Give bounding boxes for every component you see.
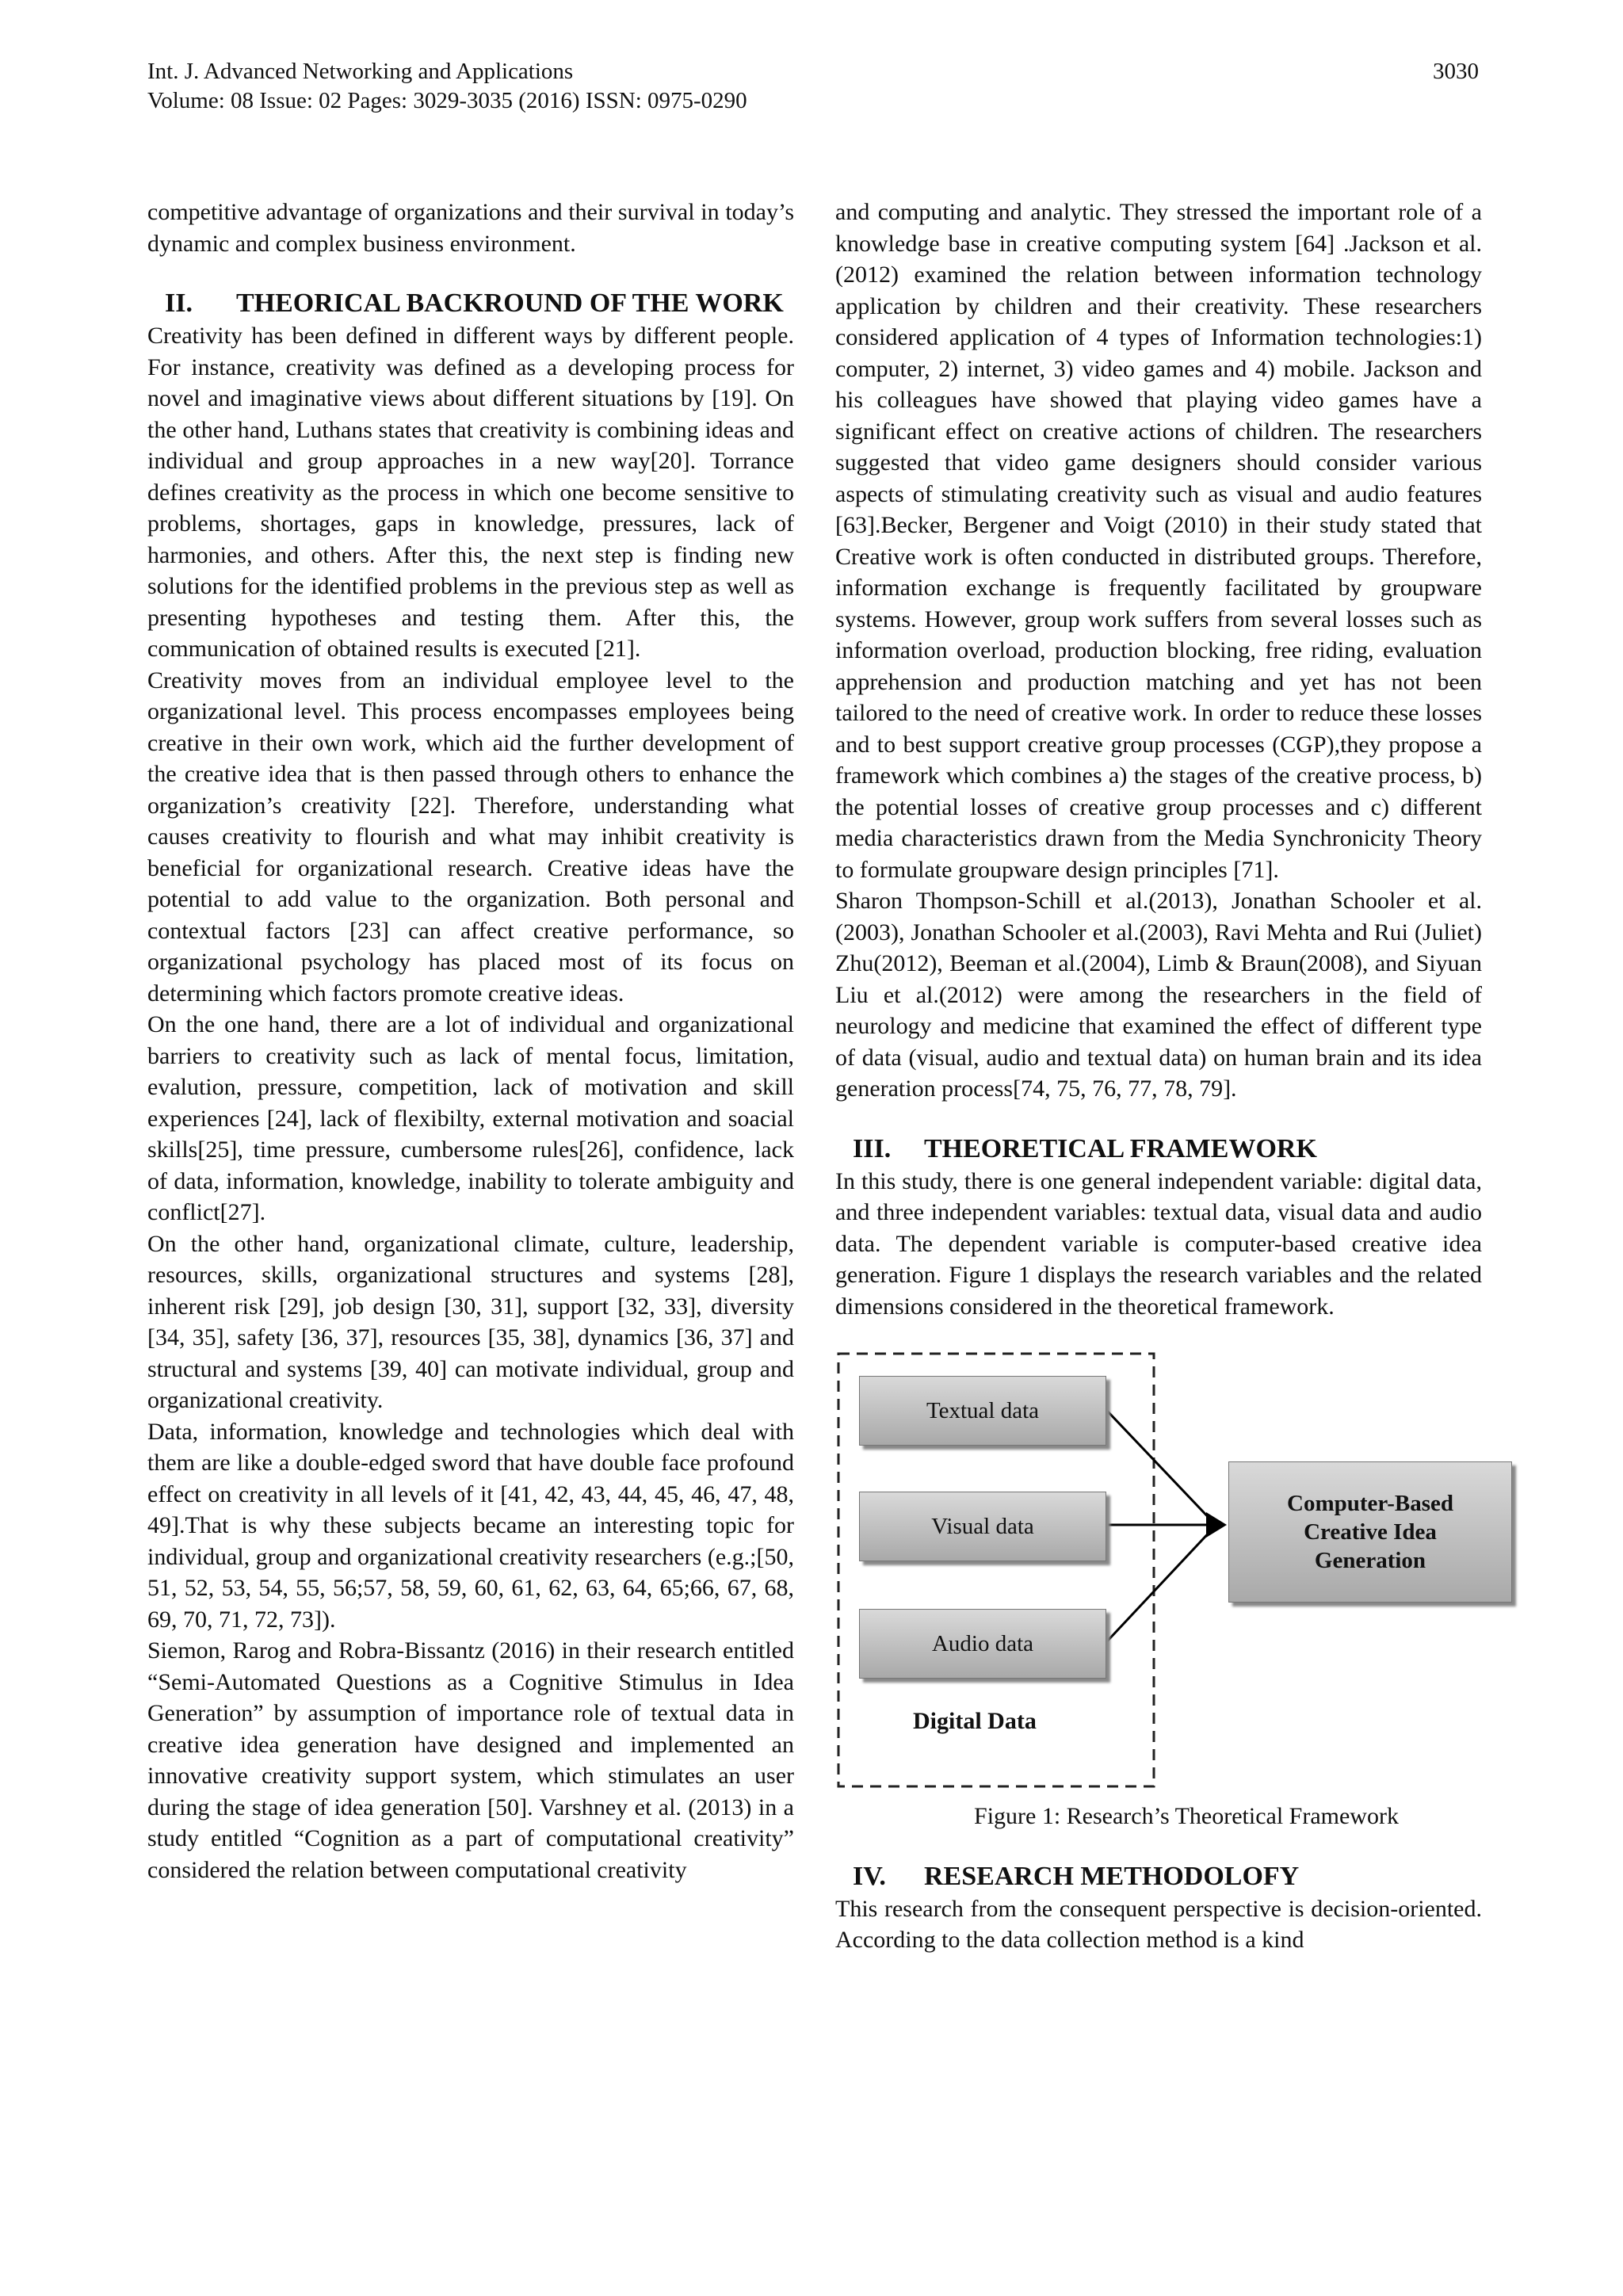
box-label: Visual data [931, 1514, 1034, 1539]
paragraph: Sharon Thompson-Schill et al.(2013), Jonathan Schooler et al.(2003), Jonathan Schooler et al.(2003), Ravi Mehta and Rui (Juliet) Zhu(2012), Beeman et al.(2004), Limb & Braun(2008), and Siyuan Liu et al.(2012) were among the researchers in the field of neurology and medicine that examined the effect of different type of data (visual, audio and textual data) on human brain and its idea generation process[74, 75, 76, 77, 78, 79]. [835, 888, 1482, 1102]
target-label-line: Creative Idea [1304, 1519, 1437, 1545]
figure-theoretical-framework [835, 1352, 1482, 1796]
paragraph: On the one hand, there are a lot of individual and organizational barriers to creativity such as lack of mental focus, limitation, evalution, pressure, competition, lack of motivation and skill experiences [24], lack of flexibilty, external motivation and soacial skills[25], time pressure, cumbersome rules[26], confidence, lack of data, information, knowledge, inability to tolerate ambiguity and conflict[27]. [147, 1011, 794, 1225]
left-column [147, 197, 794, 1885]
arrow-audio [1106, 1527, 1214, 1642]
section-title: RESEARCH METHODOLOFY [924, 1861, 1300, 1891]
section-title: THEORICAL BACKROUND OF THE WORK [236, 288, 784, 318]
page-number: 3030 [1433, 59, 1479, 84]
journal-name: Int. J. Advanced Networking and Applications [147, 59, 574, 84]
paragraph: Creativity moves from an individual employee level to the organizational level. This process encompasses employees being creative in their own work, which aid the further development of the creative idea that is then passed through others to enhance the organization’s creativity [22]. Therefore, understanding what causes creativity to flourish and what may inhibit creativity is beneficial for organizational research. Creative ideas have the potential to add value to the organization. Both personal and contextual factors [23] can affect creative performance, so organizational psychology has placed most of its focus on determining which factors promote creative ideas. [147, 667, 794, 1007]
paragraph: In this study, there is one general independent variable: digital data, and three independent variables: textual data, visual data and audio data. The dependent variable is computer-based creative idea generation. Figure 1 displays the research variables and the related dimensions considered in the theoretical framework. [835, 1167, 1482, 1320]
figure-caption: Figure 1: Research’s Theoretical Framework [974, 1803, 1399, 1829]
section-title: THEORETICAL FRAMEWORK [924, 1133, 1317, 1163]
target-label-line: Generation [1314, 1548, 1426, 1573]
arrow-textual [1106, 1410, 1214, 1523]
audio-data-box [859, 1609, 1106, 1679]
computer-based-idea-generation-box [1228, 1461, 1512, 1603]
paragraph: Siemon, Rarog and Robra-Bissantz (2016) in their research entitled “Semi-Automated Questions as a Cognitive Stimulus in Idea Generation” by assumption of importance role of textual data in creative idea generation have designed and implemented an innovative creativity support system, which stimulates an user during the stage of idea generation [50]. Varshney et al. (2013) in a study entitled “Cognition as a part of computational creativity” considered the relation between computational creativity [147, 1637, 794, 1883]
paragraph: competitive advantage of organizations and their survival in today’s dynamic and complex business environment. [147, 199, 794, 257]
section-number: II. [165, 288, 193, 318]
page-header [147, 57, 1479, 116]
paragraph: and computing and analytic. They stressed the important role of a knowledge base in creative computing system [64] .Jackson et al.(2012) examined the relation between information technology application by children and their creativity. These researchers considered application of 4 types of Information technologies:1) computer, 2) internet, 3) video games and 4) mobile. Jackson and his colleagues have showed that playing video games have a significant effect on creative actions of children. The researchers suggested that video game designers should consider various aspects of stimulating creativity such as visual and audio features [63].Becker, Bergener and Voigt (2010) in their study stated that Creative work is often conducted in distributed groups. Therefore, information exchange is frequently facilitated by groupware systems. However, group work suffers from several losses such as information overload, production blocking, free riding, evaluation apprehension and production matching and yet has not been tailored to the need of creative work. In order to reduce these losses and to best support creative group processes (CGP),they propose a framework which combines a) the stages of the creative process, b) the potential losses of creative group processes and c) different media characteristics drawn from the Media Synchronicity Theory to formulate groupware design principles [71]. [835, 199, 1482, 883]
box-label: Audio data [931, 1631, 1034, 1656]
section-number: III. [853, 1133, 892, 1163]
paragraph: Creativity has been defined in different ways by different people. For instance, creativity was defined as a developing process for novel and imaginative views about different situations by [19]. On the other hand, Luthans states that creativity is combining ideas and individual and group approaches in a new way[20]. Torrance defines creativity as the process in which one become sensitive to problems, shortages, gaps in knowledge, pressures, lack of harmonies, and others. After this, the next step is finding new solutions for the identified problems in the previous step as well as presenting hypotheses and testing them. After this, the communication of obtained results is executed [21]. [147, 323, 794, 662]
visual-data-box [859, 1492, 1106, 1561]
section-heading-iii [835, 1133, 1482, 1164]
arrow-head [1206, 1512, 1227, 1538]
section-heading-ii [147, 288, 794, 319]
paragraph: Data, information, knowledge and technologies which deal with them are like a double-edged sword that have double face profound effect on creativity in all levels of it [41, 42, 43, 44, 45, 46, 47, 48, 49].That is why these subjects became an interesting topic for individual, group and organizational creativity researchers (e.g.;[50, 51, 52, 53, 54, 55, 56;57, 58, 59, 60, 61, 62, 63, 64, 65;66, 67, 68, 69, 70, 71, 72, 73]). [147, 1418, 794, 1633]
paragraph: This research from the consequent perspective is decision-oriented. According to the data collection method is a kind [835, 1895, 1482, 1953]
paragraph: On the other hand, organizational climate, culture, leadership, resources, skills, organizational structures and systems [28], inherent risk [29], job design [30, 31], support [32, 33], diversity [34, 35], safety [36, 37], resources [35, 38], dynamics [36, 37] and structural and systems [39, 40] can motivate individual, group and organizational creativity. [147, 1230, 794, 1413]
target-label-line: Computer-Based [1287, 1491, 1453, 1516]
box-label: Textual data [926, 1398, 1040, 1423]
digital-data-label: Digital Data [913, 1708, 1037, 1734]
journal-volume-info: Volume: 08 Issue: 02 Pages: 3029-3035 (2016) ISSN: 0975-0290 [147, 88, 747, 113]
section-number: IV. [853, 1861, 886, 1891]
right-column [835, 197, 1482, 1956]
section-heading-iv [835, 1861, 1482, 1892]
textual-data-box [859, 1376, 1106, 1446]
